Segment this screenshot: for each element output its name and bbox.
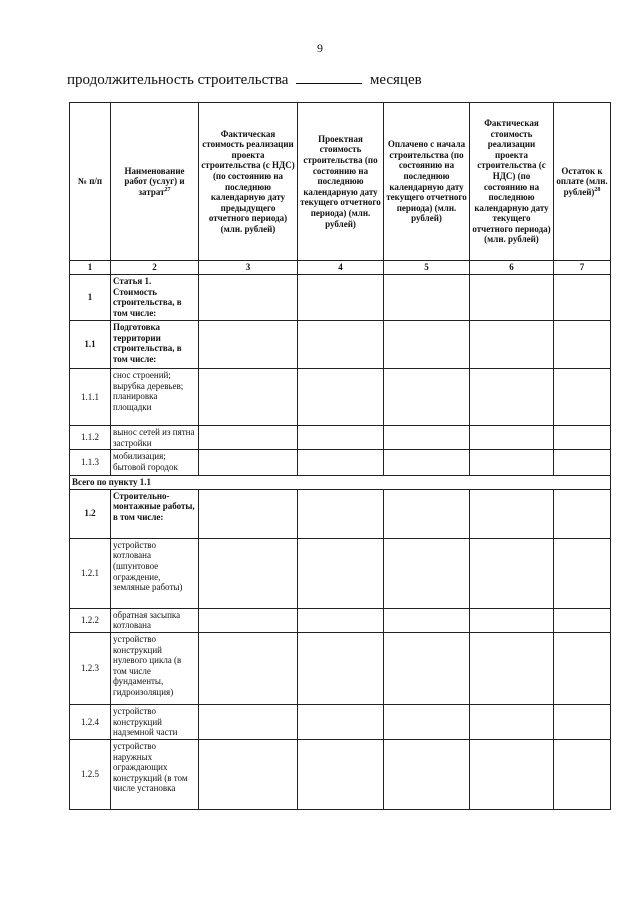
column-number: 2 <box>111 261 199 275</box>
empty-cell <box>384 369 470 426</box>
page-number: 9 <box>317 41 323 55</box>
empty-cell <box>199 321 298 369</box>
header-cell: Наименование работ (услуг) и затрат$^{27}$ <box>111 103 199 261</box>
header-cell: Фактическая стоимость реализации проекта строительства (с НДС) (по состоянию на последнюю календарную дату текущего отчетного периода) (млн. рублей) <box>470 103 554 261</box>
table-row <box>70 704 611 739</box>
empty-cell <box>298 450 384 476</box>
empty-cell <box>298 704 384 739</box>
empty-cell <box>199 538 298 608</box>
row-name: снос строений; вырубка деревьев; планировка площадки <box>111 369 199 426</box>
empty-cell <box>298 275 384 321</box>
row-name: мобилизация; бытовой городок <box>111 450 199 476</box>
empty-cell <box>384 275 470 321</box>
header-row <box>70 103 611 261</box>
header-cell: Остаток к оплате (млн. рублей)$^{28}$ <box>554 103 611 261</box>
empty-cell <box>199 450 298 476</box>
empty-cell <box>199 704 298 739</box>
empty-cell <box>298 369 384 426</box>
column-number: 5 <box>384 261 470 275</box>
empty-cell <box>384 489 470 538</box>
table-row <box>70 321 611 369</box>
empty-cell <box>554 489 611 538</box>
empty-cell <box>470 369 554 426</box>
table-row <box>70 426 611 450</box>
empty-cell <box>470 538 554 608</box>
empty-cell <box>298 538 384 608</box>
empty-cell <box>199 632 298 704</box>
table-row <box>70 275 611 321</box>
empty-cell <box>470 321 554 369</box>
row-name: устройство наружных ограждающих конструкций (в том числе установка <box>111 739 199 809</box>
row-number: 1 <box>70 275 111 321</box>
row-number: 1.2.1 <box>70 538 111 608</box>
empty-cell <box>199 489 298 538</box>
duration-label: продолжительность строительства <box>67 72 289 88</box>
empty-cell <box>470 450 554 476</box>
header-cell: Оплачено с начала строительства (по состоянию на последнюю календарную дату текущего отчетного периода) (млн. рублей) <box>384 103 470 261</box>
row-number: 1.2.3 <box>70 632 111 704</box>
row-name: устройство конструкций нулевого цикла (в том числе фундаменты, гидроизоляция) <box>111 632 199 704</box>
row-number: 1.2.4 <box>70 704 111 739</box>
total-row <box>70 476 611 490</box>
column-number: 7 <box>554 261 611 275</box>
empty-cell <box>298 321 384 369</box>
row-name: обратная засыпка котлована <box>111 608 199 632</box>
empty-cell <box>554 704 611 739</box>
header-cell: Фактическая стоимость реализации проекта строительства (с НДС) (по состоянию на последнюю календарную дату предыдущего отчетного периода) (млн. рублей) <box>199 103 298 261</box>
row-number: 1.1.2 <box>70 426 111 450</box>
empty-cell <box>470 426 554 450</box>
empty-cell <box>554 739 611 809</box>
table-row <box>70 369 611 426</box>
empty-cell <box>384 426 470 450</box>
empty-cell <box>554 426 611 450</box>
row-name: Строительно-монтажные работы, в том числе: <box>111 489 199 538</box>
table-row <box>70 608 611 632</box>
empty-cell <box>554 321 611 369</box>
header-cell: Проектная стоимость строительства (по состоянию на последнюю календарную дату текущего отчетного периода) (млн. рублей) <box>298 103 384 261</box>
table-row <box>70 538 611 608</box>
row-number: 1.1.3 <box>70 450 111 476</box>
empty-cell <box>199 608 298 632</box>
empty-cell <box>384 321 470 369</box>
column-number: 6 <box>470 261 554 275</box>
empty-cell <box>298 739 384 809</box>
empty-cell <box>199 739 298 809</box>
empty-cell <box>384 608 470 632</box>
empty-cell <box>298 426 384 450</box>
empty-cell <box>298 608 384 632</box>
empty-cell <box>470 739 554 809</box>
row-name: Статья 1. Стоимость строительства, в том числе: <box>111 275 199 321</box>
table-row <box>70 489 611 538</box>
row-name: устройство конструкций надземной части <box>111 704 199 739</box>
construction-cost-table <box>69 102 611 810</box>
empty-cell <box>470 489 554 538</box>
table-row <box>70 450 611 476</box>
row-name: вынос сетей из пятна застройки <box>111 426 199 450</box>
row-name: устройство котлована (шпунтовое ограждение, земляные работы) <box>111 538 199 608</box>
empty-cell <box>554 608 611 632</box>
empty-cell <box>298 632 384 704</box>
row-number: 1.2 <box>70 489 111 538</box>
column-number: 3 <box>199 261 298 275</box>
header-cell: № п/п <box>70 103 111 261</box>
row-number: 1.1.1 <box>70 369 111 426</box>
total-label: Всего по пункту 1.1 <box>70 476 611 490</box>
column-number-row <box>70 261 611 275</box>
empty-cell <box>554 450 611 476</box>
empty-cell <box>199 275 298 321</box>
empty-cell <box>470 608 554 632</box>
empty-cell <box>554 369 611 426</box>
empty-cell <box>470 704 554 739</box>
empty-cell <box>470 632 554 704</box>
construction-duration-line <box>67 71 422 89</box>
row-number: 1.2.5 <box>70 739 111 809</box>
empty-cell <box>554 632 611 704</box>
table-row <box>70 632 611 704</box>
empty-cell <box>199 369 298 426</box>
row-number: 1.2.2 <box>70 608 111 632</box>
column-number: 1 <box>70 261 111 275</box>
empty-cell <box>384 739 470 809</box>
empty-cell <box>384 450 470 476</box>
row-name: Подготовка территории строительства, в том числе: <box>111 321 199 369</box>
empty-cell <box>199 426 298 450</box>
duration-blank-field <box>296 71 362 84</box>
empty-cell <box>298 489 384 538</box>
empty-cell <box>384 632 470 704</box>
empty-cell <box>384 538 470 608</box>
table-row <box>70 739 611 809</box>
empty-cell <box>384 704 470 739</box>
empty-cell <box>554 538 611 608</box>
row-number: 1.1 <box>70 321 111 369</box>
empty-cell <box>554 275 611 321</box>
empty-cell <box>470 275 554 321</box>
column-number: 4 <box>298 261 384 275</box>
duration-unit: месяцев <box>369 72 422 88</box>
